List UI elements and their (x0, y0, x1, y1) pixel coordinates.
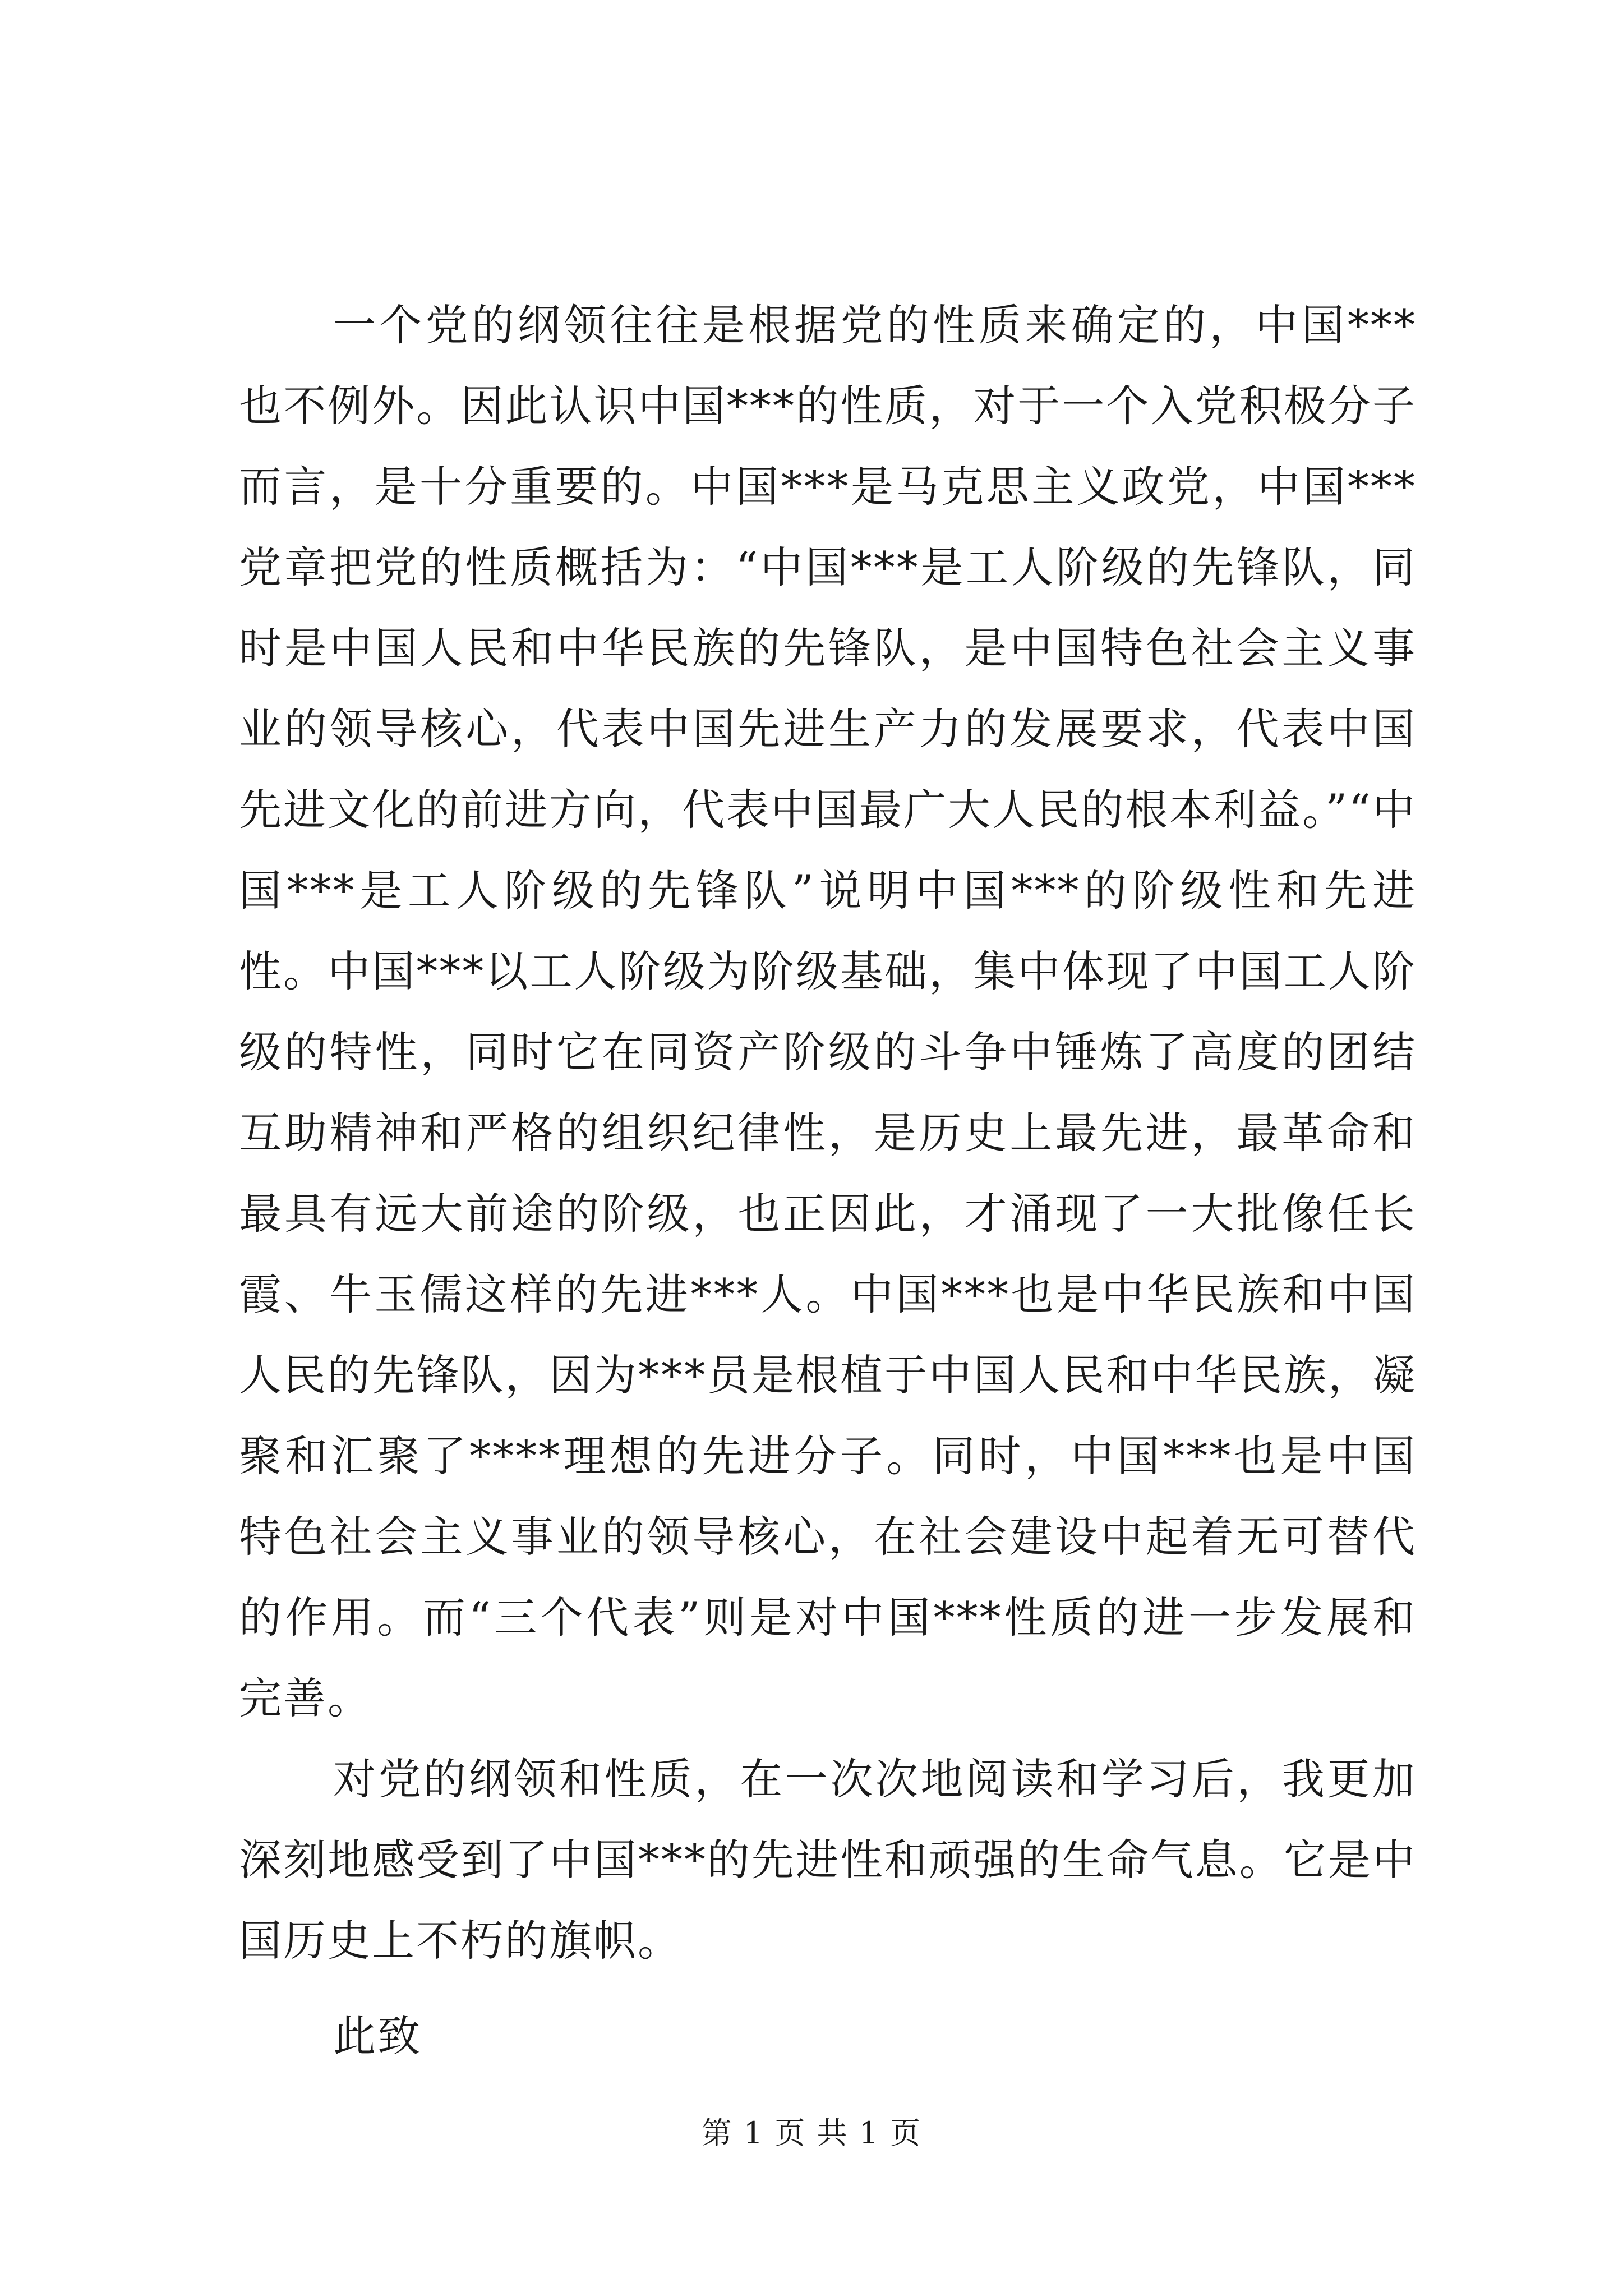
closing-salutation: 此致 (333, 2011, 422, 2061)
body-paragraph-1: 一个党的纲领往往是根据党的性质来确定的，中国***也不例外。因此认识中国***的性质，对于一个入党积极分子而言，是十分重要的。中国***是马克思主义政党，中国***党章把党的性质概括为：“中国***是工人阶级的先锋队，同时是中国人民和中华民族的先锋队，是中国特色社会主义事业的领导核心，代表中国先进生产力的发展要求，代表中国先进文化的前进方向，代表中国最广大人民的根本利益。”“中国***是工人阶级的先锋队”说明中国***的阶级性和先进性。中国***以工人阶级为阶级基础，集中体现了中国工人阶级的特性，同时它在同资产阶级的斗争中锤炼了高度的团结互助精神和严格的组织纪律性，是历史上最先进，最革命和最具有远大前途的阶级，也正因此，才涌现了一大批像任长霞、牛玉儒这样的先进***人。中国***也是中华民族和中国人民的先锋队，因为***员是根植于中国人民和中华民族，凝聚和汇聚了****理想的先进分子。同时，中国***也是中国特色社会主义事业的领导核心，在社会建设中起着无可替代的作用。而“三个代表”则是对中国***性质的进一步发展和完善。 (239, 300, 1417, 1723)
body-paragraph-2: 对党的纲领和性质，在一次次地阅读和学习后，我更加深刻地感受到了中国***的先进性和顽强的生命气息。它是中国历史上不朽的旗帜。 (239, 1754, 1417, 1966)
page-footer: 第 1 页 共 1 页 (701, 2115, 922, 2151)
document-body (239, 285, 1417, 2077)
